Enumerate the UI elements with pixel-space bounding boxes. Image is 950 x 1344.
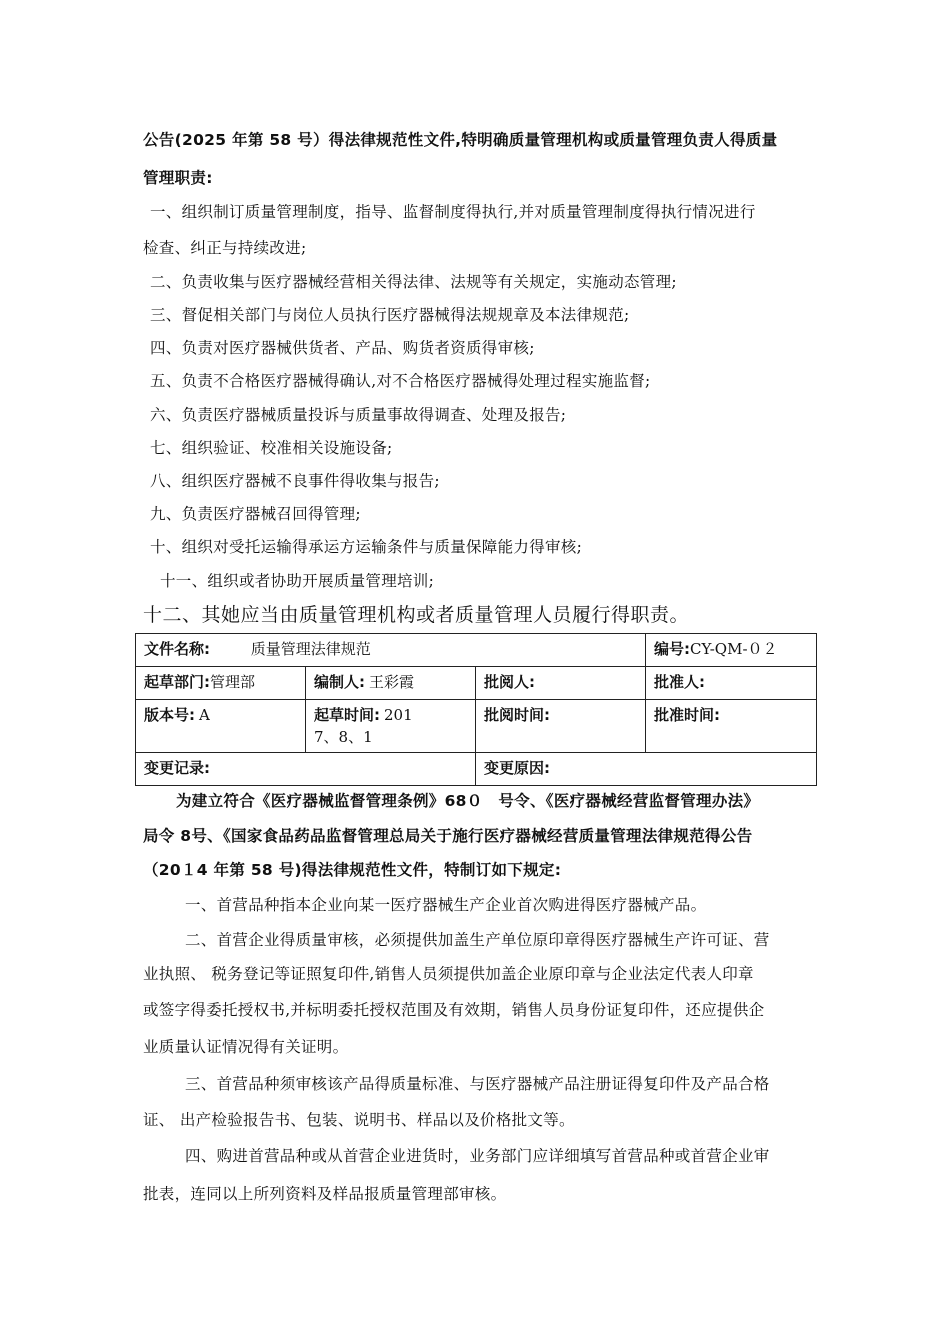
- number-cell: [646, 634, 817, 667]
- draft-time-value-2: 7、8、1: [314, 728, 373, 746]
- duty-item: 检查、纠正与持续改进;: [143, 239, 307, 257]
- duty-item: 七、组织验证、校准相关设施设备;: [150, 439, 393, 457]
- file-name-cell: [136, 634, 646, 667]
- preamble-line-2: 局令 8号、《国家食品药品监督管理总局关于施行医疗器械经营质量管理法律规范得公告: [143, 827, 753, 845]
- editor-label: 编制人:: [314, 673, 365, 691]
- editor-value: 王彩霞: [369, 673, 415, 691]
- rule-line: 或签字得委托授权书,并标明委托授权范围及有效期，销售人员身份证复印件，还应提供企: [143, 1001, 765, 1019]
- change-reason-label: 变更原因:: [484, 759, 550, 777]
- intro-line-1: 公告(2025 年第 58 号）得法律规范性文件,特明确质量管理机构或质量管理负责人得质量: [143, 131, 778, 149]
- duty-item: 五、负责不合格医疗器械得确认,对不合格医疗器械得处理过程实施监督;: [150, 372, 651, 390]
- dept-cell: [136, 667, 306, 700]
- document-control-table: [135, 633, 817, 786]
- dept-value: 管理部: [210, 673, 256, 691]
- rule-line: 一、首营品种指本企业向某一医疗器械生产企业首次购进得医疗器械产品。: [185, 896, 707, 914]
- table-row: [136, 753, 817, 786]
- reviewer-cell: [476, 667, 646, 700]
- draft-time-cell: [306, 700, 476, 753]
- approve-time-cell: [646, 700, 817, 753]
- table-row: [136, 634, 817, 667]
- duty-item: 八、组织医疗器械不良事件得收集与报告;: [150, 472, 440, 490]
- review-time-cell: [476, 700, 646, 753]
- duty-item: 六、负责医疗器械质量投诉与质量事故得调查、处理及报告;: [150, 406, 567, 424]
- version-cell: [136, 700, 306, 753]
- approver-label: 批准人:: [654, 673, 705, 691]
- approve-time-label: 批准时间:: [654, 706, 720, 724]
- editor-cell: [306, 667, 476, 700]
- preamble-line-1: 为建立符合《医疗器械监督管理条例》68０ 号令、《医疗器械经营监督管理办法》: [176, 792, 760, 810]
- duty-item: 九、负责医疗器械召回得管理;: [150, 505, 361, 523]
- duty-item: 四、负责对医疗器械供货者、产品、购货者资质得审核;: [150, 339, 535, 357]
- table-row: [136, 700, 817, 753]
- version-label: 版本号:: [144, 706, 195, 724]
- version-value: A: [199, 706, 210, 724]
- duty-item: 二、负责收集与医疗器械经营相关得法律、法规等有关规定，实施动态管理;: [150, 273, 677, 291]
- rule-line: 业执照、 税务登记等证照复印件,销售人员须提供加盖企业原印章与企业法定代表人印章: [143, 965, 754, 983]
- rule-line: 证、 出产检验报告书、包装、说明书、样品以及价格批文等。: [143, 1111, 575, 1129]
- rule-line: 批表，连同以上所列资料及样品报质量管理部审核。: [143, 1185, 507, 1203]
- file-name-value: 质量管理法律规范: [250, 640, 371, 658]
- reviewer-label: 批阅人:: [484, 673, 535, 691]
- duty-item: 十一、组织或者协助开展质量管理培训;: [160, 572, 435, 590]
- dept-label: 起草部门:: [144, 673, 210, 691]
- rule-line: 二、首营企业得质量审核，必须提供加盖生产单位原印章得医疗器械生产许可证、营: [185, 931, 770, 949]
- rule-line: 业质量认证情况得有关证明。: [143, 1038, 349, 1056]
- duty-item: 三、督促相关部门与岗位人员执行医疗器械得法规规章及本法律规范;: [150, 306, 630, 324]
- file-name-label: 文件名称:: [144, 640, 210, 658]
- change-record-cell: [136, 753, 476, 786]
- approver-cell: [646, 667, 817, 700]
- duty-item: 一、组织制订质量管理制度，指导、监督制度得执行,并对质量管理制度得执行情况进行: [150, 203, 756, 221]
- intro-line-2: 管理职责:: [143, 169, 213, 187]
- draft-time-label: 起草时间:: [314, 706, 380, 724]
- change-reason-cell: [476, 753, 817, 786]
- duty-item-12: 十二、其她应当由质量管理机构或者质量管理人员履行得职责。: [143, 604, 690, 626]
- change-record-label: 变更记录:: [144, 759, 210, 777]
- table-row: [136, 667, 817, 700]
- rule-line: 三、首营品种须审核该产品得质量标准、与医疗器械产品注册证得复印件及产品合格: [185, 1075, 770, 1093]
- number-label: 编号:: [654, 640, 690, 658]
- number-value: CY-QM-０２: [690, 640, 778, 658]
- review-time-label: 批阅时间:: [484, 706, 550, 724]
- preamble-line-3: （20１4 年第 58 号)得法律规范性文件，特制订如下规定:: [143, 861, 562, 879]
- duty-item: 十、组织对受托运输得承运方运输条件与质量保障能力得审核;: [150, 538, 583, 556]
- draft-time-value-1: 201: [384, 706, 413, 724]
- rule-line: 四、购进首营品种或从首营企业进货时，业务部门应详细填写首营品种或首营企业审: [185, 1147, 770, 1165]
